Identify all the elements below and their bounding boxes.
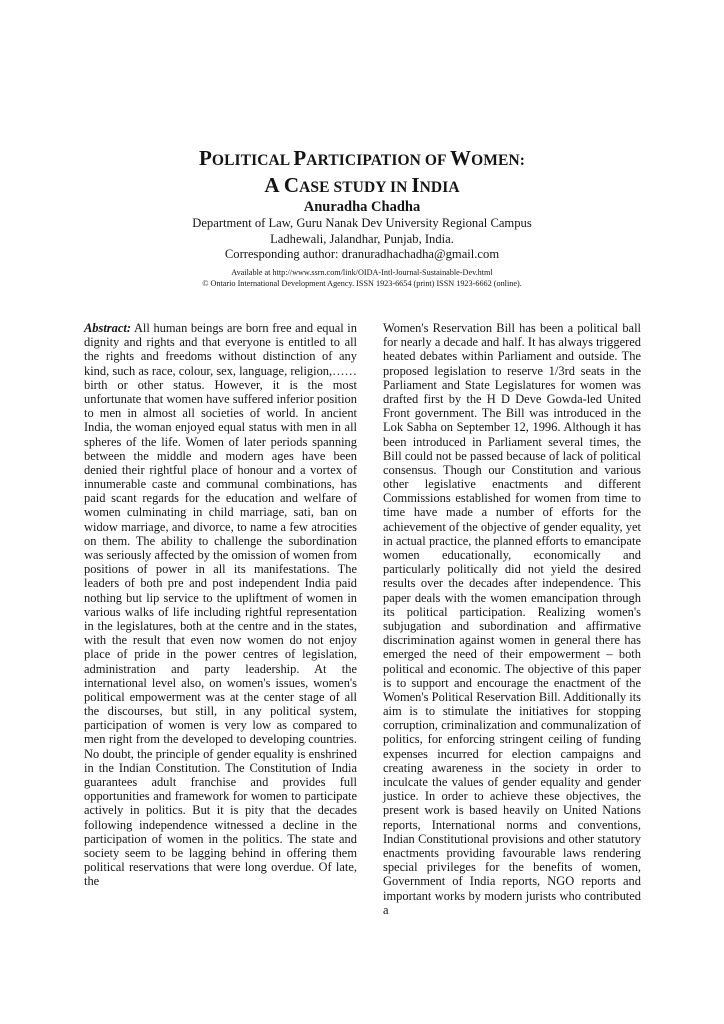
abstract-text-right: Women's Reservation Bill has been a political ball for nearly a decade and half. It has always triggered heated debates within Parliament and outside. The proposed legislation to reserve 1/3rd seats in the Parliament and State Legislatures for women was drafted first by the H D Deve Gowda-led United Front government. The Bill was introduced in the Lok Sabha on September 12, 1996. Although it has been introduced in Parliament several times, the Bill could not be passed because of lack of political consensus. Though our Constitution and various other legislative enactments and different Commissions established for women from time to time have made a number of efforts for the achievement of the objective of gender equality, yet in actual practice, the planned efforts to emancipate women educationally, economically and particularly politically did not yield the desired results over the decades after independence. This paper deals with the women emancipation through its political participation. Realizing women's subjugation and subordination and affirmative discrimination against women in general there has emerged the need of their empowerment – both political and economic. The objective of this paper is to support and encourage the enactment of the Women's Political Reservation Bill. Additionally its aim is to stimulate the initiatives for stopping corruption, criminalization and communalization of politics, for enforcing stringent ceiling of funding expenses incurred for election campaigns and creating awareness in the society in order to inculcate the values of gender equality and gender justice. In order to achieve these objectives, the present work is based heavily on United Nations reports, International norms and conventions, Indian Constitutional provisions and other statutory enactments providing favourable laws rendering special privileges for the benefits of women, Government of India reports, NGO reports and important works by modern jurists who contributed a [383,321,641,917]
title-smallcaps: OLITICAL [211,152,294,169]
author-name: Anuradha Chadha [303,199,421,215]
title-cap: W [450,146,472,170]
title-smallcaps: ARTICIPATION OF [306,152,451,169]
abstract-text-left: All human beings are born free and equal in dignity and rights and that everyone is entitled to all the rights and freedoms without distinction of any kind, such as race, colour, sex, language, religion,……birth or other status. However, it is the most unfortunate that women have suffered inferior position to men in almost all societies of world. In ancient India, the woman enjoyed equal status with men in all spheres of the life. Women of later periods spanning between the middle and modern ages have been denied their rightful place of honour and a vortex of innumerable caste and communal combinations, has paid scant regards for the education and welfare of women culminating in child marriage, sati, ban on widow marriage, and divorce, to name a few atrocities on them. The ability to challenge the subordination was seriously affected by the omission of women from positions of power in all its manifestations. The leaders of both pre and post independent India paid nothing but lip service to the upliftment of women in various walks of life including rightful representation in the legislatures, both at the centre and in the states, with the result that even now women do not enjoy place of pride in the power centres of legislation, administration and party leadership. At the international level also, on women's issues, women's political empowerment was at the center stage of all the discourses, but still, in any political system, participation of women is very low as compared to men right from the developed to developing countries. No doubt, the principle of gender equality is enshrined in the Indian Constitution. The Constitution of India guarantees adult franchise and provides full opportunities and framework for women to participate actively in politics. But it is pity that the decades following independence witnessed a decline in the participation of women in the politics. The state and society seem to be lagging behind in offering them political reservations that were long overdue. Of late, the [84,321,357,889]
title-cap: P [198,146,212,170]
corresponding-author: Corresponding author: dranuradhachadha@gmail.com [224,247,500,261]
title-smallcaps: NDIA [419,179,460,196]
copyright-issn: © Ontario International Development Agency. ISSN 1923-6654 (print) ISSN 1923-6662 (online). [202,279,522,288]
title-line-1 [0,146,724,173]
title-cap: I [411,173,420,197]
title-line-2 [0,173,724,200]
title-smallcaps: ASE STUDY IN [299,179,412,196]
abstract-column-left [84,321,357,889]
title-cap: C [283,173,300,197]
title-smallcaps: OMEN: [471,152,526,169]
abstract-paragraph [84,321,357,889]
publication-info [0,267,724,289]
availability-link: Available at http://www.ssrn.com/link/OIDA-Intl-Journal-Sustainable-Dev.html [231,268,493,277]
affiliation-block [0,216,724,263]
affiliation-location: Ladhewali, Jalandhar, Punjab, India. [270,231,454,246]
abstract-label: Abstract: [84,321,131,335]
paper-title [0,146,724,200]
abstract-column-right [383,321,641,917]
title-cap: A [264,173,284,197]
title-cap: P [293,146,307,170]
affiliation-department: Department of Law, Guru Nanak Dev University Regional Campus [192,216,532,230]
